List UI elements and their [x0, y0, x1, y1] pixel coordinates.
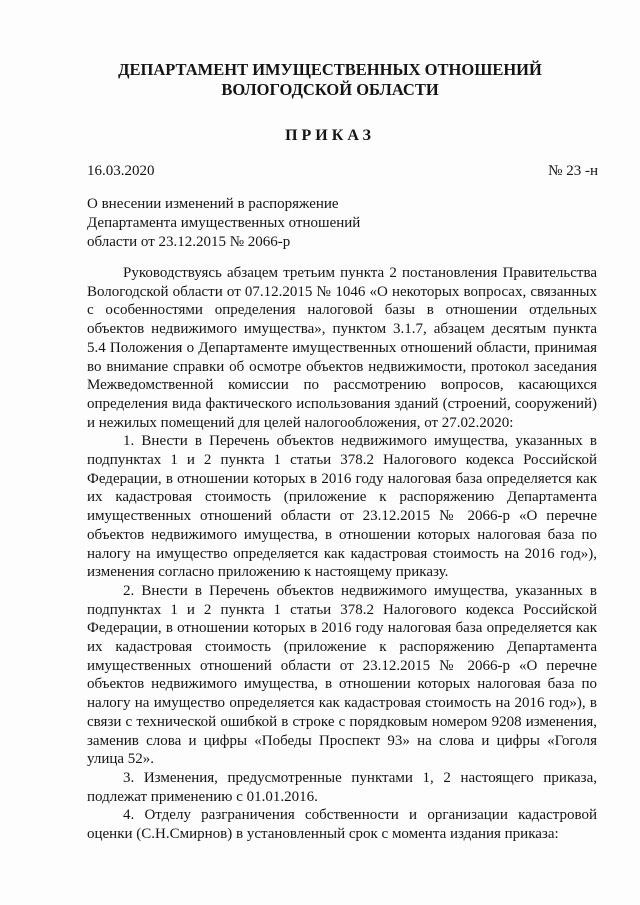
header-line-1: ДЕПАРТАМЕНТ ИМУЩЕСТВЕННЫХ ОТНОШЕНИЙ [118, 60, 542, 79]
order-body [87, 264, 597, 844]
subject-line: О внесении изменений в распоряжение [87, 196, 339, 212]
order-number: № 23 -н [548, 163, 598, 179]
order-date: 16.03.2020 [87, 163, 155, 179]
subject-line: области от 23.12.2015 № 2066-р [87, 234, 291, 250]
department-header [60, 60, 600, 100]
clause-1-paragraph: 1. Внести в Перечень объектов недвижимого имущества, указанных в подпунктах 1 и 2 пункта 1 статьи 378.2 Налогового кодекса Российской Федерации, в отношении которых в 2016 году налоговая база определяется как их кадастровая стоимость (приложение к распоряжению Департамента имущественных отношений области от 23.12.2015 № 2066-р «О перечне объектов недвижимого имущества, в отношении которых налоговая база по налогу на имущество определяется как кадастровая стоимость на 2016 год»), изменения согласно приложению к настоящему приказу. [87, 433, 597, 581]
subject-line: Департамента имущественных отношений [87, 215, 361, 231]
preamble-paragraph: Руководствуясь абзацем третьим пункта 2 постановления Правительства Вологодской области от 07.12.2015 № 1046 «О некоторых вопросах, связанных с особенностями определения налоговой базы в отношении отдельных объектов недвижимого имущества», пунктом 3.1.7, абзацем десятым пункта 5.4 Положения о Департаменте имущественных отношений области, принимая во внимание справки об осмотре объектов недвижимости, протокол заседания Межведомственной комиссии по рассмотрению вопросов, касающихся определения вида фактического использования зданий (строений, сооружений) и нежилых помещений для целей налогообложения, от 27.02.2020: [87, 265, 597, 431]
header-line-2: ВОЛОГОДСКОЙ ОБЛАСТИ [221, 80, 439, 99]
document-title: ПРИКАЗ [285, 127, 375, 144]
order-subject [87, 195, 407, 252]
clause-3-paragraph: 3. Изменения, предусмотренные пунктами 1, 2 настоящего приказа, подлежат применению с 01.01.2016. [87, 769, 597, 805]
clause-4-paragraph: 4. Отделу разграничения собственности и организации кадастровой оценки (С.Н.Смирнов) в установленный срок с момента издания приказа: [87, 807, 597, 843]
clause-2-paragraph: 2. Внести в Перечень объектов недвижимого имущества, указанных в подпунктах 1 и 2 пункта 1 статьи 378.2 Налогового кодекса Российской Федерации, в отношении которых в 2016 году налоговая база определяется как их кадастровая стоимость (приложение к распоряжению Департамента имущественных отношений области от 23.12.2015 № 2066-р «О перечне объектов недвижимого имущества, в отношении которых налоговая база по налогу на имущество определяется как кадастровая стоимость на 2016 год»), в связи с технической ошибкой в строке с порядковым номером 9208 изменения, заменив слова и цифры «Победы Проспект 93» на слова и цифры «Гоголя улица 52». [87, 582, 597, 768]
